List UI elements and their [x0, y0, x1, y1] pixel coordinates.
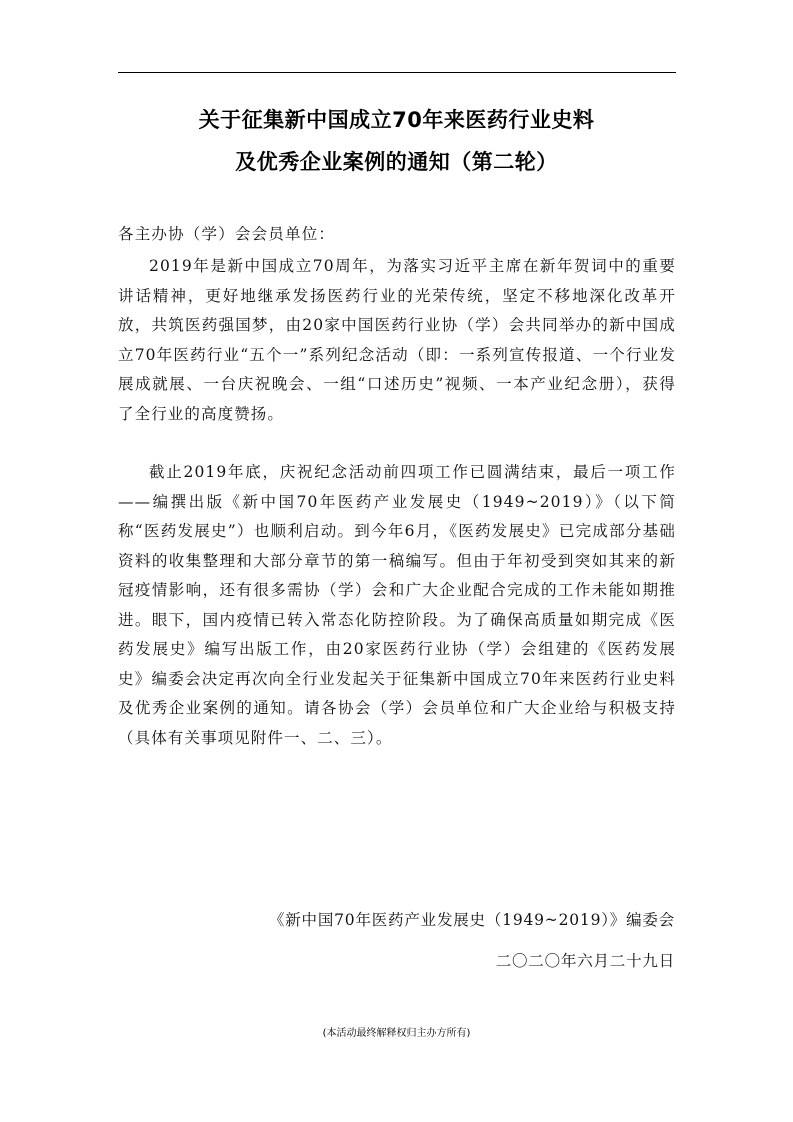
document-title-line-1: 关于征集新中国成立70年来医药行业史料: [198, 108, 595, 132]
header-rule: [118, 72, 676, 73]
body-paragraph-2: 截止2019年底，庆祝纪念活动前四项工作已圆满结束，最后一项工作——编撰出版《新中国70年医药产业发展史（1949~2019）》（以下简称“医药发展史”）也顺利启动。到今年6月，《医药发展史》已完成部分基础资料的收集整理和大部分章节的第一稿编写。但由于年初受到突如其来的新冠疫情影响，还有很多需协（学）会和广大企业配合完成的工作未能如期推进。眼下，国内疫情已转入常态化防控阶段。为了确保高质量如期完成《医药发展史》编写出版工作，由20家医药行业协（学）会组建的《医药发展史》编委会决定再次向全行业发起关于征集新中国成立70年来医药行业史料及优秀企业案例的通知。请各协会（学）会员单位和广大企业给与积极支持（具体有关事项见附件一、二、三）。: [118, 463, 676, 747]
body-paragraph-1: 2019年是新中国成立70周年，为落实习近平主席在新年贺词中的重要讲话精神，更好地继承发扬医药行业的光荣传统，坚定不移地深化改革开放，共筑医药强国梦，由20家中国医药行业协（学）会共同举办的新中国成立70年医药行业“五个一”系列纪念活动（即：一系列宣传报道、一个行业发展成就展、一台庆祝晚会、一组“口述历史”视频、一本产业纪念册），获得了全行业的高度赞扬。: [118, 257, 676, 423]
footnote: (本活动最终解释权归主办方所有): [322, 1028, 471, 1039]
signature: 《新中国70年医药产业发展史（1949~2019）》编委会: [268, 911, 675, 929]
salutation: 各主办协（学）会会员单位：: [118, 225, 336, 243]
date: 二〇二〇年六月二十九日: [495, 952, 675, 970]
document-title-line-2: 及优秀企业案例的通知（第二轮）: [235, 150, 558, 174]
